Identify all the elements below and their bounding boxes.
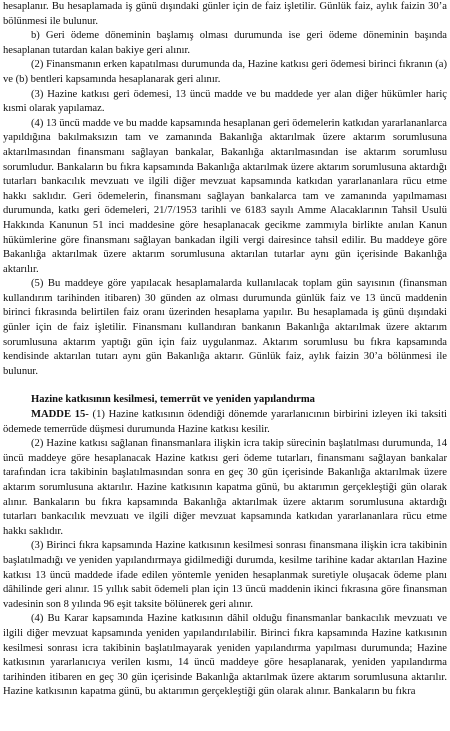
article-15-paragraph-4: (4) Bu Karar kapsamında Hazine katkısının dâhil olduğu finansmanlar bankacılık mevzuatı ve ilgili diğer mevzuat kapsamında yeniden yapılandırılabilir. Birinci fıkra kapsamında Hazine katkısının kesilmesi sonrası icra takibinin başlatılmayarak yeniden yapılandırma yapılması durumunda; Hazine katkısının yararlanıcıya verilen kısmı, 14 üncü maddeye göre hesaplanarak, yeniden yapılandırma tarihinden itibaren en geç 30 gün içerisinde Bakanlığa aktarılmak üzere aktarım sorumlusuna aktarılır. Hazine katkısının kapatma günü, bu aktarımın gerçekleştiği gün olarak alınır. Bankaların bu fıkra (3, 613, 447, 698)
paragraph-1b: b) Geri ödeme döneminin başlamış olması durumunda ise geri ödeme döneminin başında hesaplanan tutardan kalan bakiye geri alınır. (3, 30, 447, 56)
paragraph-3: (3) Hazine katkısı geri ödemesi, 13 üncü madde ve bu maddede yer alan diğer hükümler hariç kısmi olarak yapılamaz. (3, 88, 447, 115)
paragraph-2: (2) Finansmanın erken kapatılması durumunda da, Hazine katkısı geri ödemesi birinci fıkranın (a) ve (b) bentleri kapsamında hesaplanarak geri alınır. (3, 59, 447, 85)
article-15-paragraph-2: (2) Hazine katkısı sağlanan finansmanlara ilişkin icra takip sürecinin başlatılması durumunda, 14 üncü maddeye göre hesaplanacak Hazine katkısı geri ödeme tutarları, finansmanı sağlayan bankalar tarafından icra takibinin başlatılmasından sonra en geç 30 gün içerisinde Bakanlığa aktarılmak üzere aktarım sorumlusuna aktarılır. Hazine katkısının kapatma günü, bu aktarımın gerçekleştiği gün olarak alınır. Bankaların bu fıkra kapsamında Bakanlığa aktarılmak üzere aktarım sorumlusuna aktardığı tutarları bankacılık mevzuatı ve ilgili diğer mevzuat kapsamında katkıdan yararlananlara rücu etme hakkı saklıdır. (3, 438, 447, 537)
paragraph-continuation: hesaplanır. Bu hesaplamada iş günü dışındaki günler için de faiz işletilir. Günlük faiz, aylık faizin 30’a bölünmesi ile bulunur. (3, 1, 447, 27)
paragraph-4: (4) 13 üncü madde ve bu madde kapsamında hesaplanan geri ödemelerin katkıdan yararlananlarca yapıldığına bakılmaksızın tam ve zamanında Bakanlığa aktarılmak üzere aktarım sorumlusuna aktarılmasından finansmanı sağlayan bankalar, Bakanlığa aktarılmasından ise aktarım sorumlusu sorumludur. Bankaların bu fıkra kapsamında Bakanlığa aktarılmak üzere aktarım sorumlusuna aktardığı tutarları bankacılık mevzuatı ve ilgili diğer mevzuat kapsamında katkıdan yararlananlara rücu etme hakkı saklıdır. Geri ödemelerin, finansmanı sağlayan bankalarca tam ve zamanında yapılmaması durumunda, katkı geri ödemeleri, 21/7/1953 tarihli ve 6183 sayılı Amme Alacaklarının Tahsil Usulü Hakkında Kanunun 51 inci maddesine göre hesaplanacak gecikme zammıyla birlikte anılan Kanun hükümlerine göre finansmanı sağlayan bankadan ilgili vergi dairesince tahsil edilir. Bu maddeye göre Bakanlığa aktarılmak üzere aktarım sorumlusuna aktarılan tutarlar aynı gün içerisinde Bakanlığa aktarılır. (3, 117, 447, 275)
paragraph-5: (5) Bu maddeye göre yapılacak hesaplamalarda kullanılacak toplam gün sayısının (finansman kullandırım tarihinden itibaren) 30 günden az olması durumunda günlük faiz ve 13 üncü maddenin birinci fıkrasında belirtilen faiz oranı üzerinden hesaplama yapılır. Bu hesaplamada iş günü dışındaki günler için de faiz işletilir. Finansmanı kullandıran bankanın Bakanlığa aktarılmak üzere aktarım sorumlusuna aktarım yaptığı gün için faiz uygulanmaz. Aktarım sorumlusu bu fıkra kapsamında kendisinde aktarılan tutarı aynı gün Bakanlığa aktarır. Günlük faiz, aylık faizin 30’a bölünmesi ile bulunur. (3, 278, 447, 377)
article-15-paragraph-1 (3, 408, 447, 437)
section-heading: Hazine katkısının kesilmesi, temerrüt ve yeniden yapılandırma (31, 394, 315, 406)
article-label: MADDE 15- (31, 409, 89, 421)
article-15-paragraph-3: (3) Birinci fıkra kapsamında Hazine katkısının kesilmesi sonrası finansmana ilişkin icra takibinin başlatılmadığı ve yeniden yapılandırmaya gidilmediği durumda, kesilme tarihine kadar aktarılan Hazine katkısı 13 üncü maddede ifade edilen yöntemle yeniden hesaplanmak suretiyle oluşacak ödeme planı dâhilinde geri alınır. 15 yıllık sabit ödemeli plan için 13 üncü maddenin ikinci fıkrasına göre finansman vadesinin son 8 yılında 96 eşit taksite bölünerek geri alınır. (3, 540, 447, 610)
article-first-paragraph-text: (1) Hazine katkısının ödendiği dönemde yararlanıcının birbirini izleyen iki taksiti ödemede temerrüde düşmesi durumunda Hazine katkısı kesilir. (3, 409, 448, 435)
